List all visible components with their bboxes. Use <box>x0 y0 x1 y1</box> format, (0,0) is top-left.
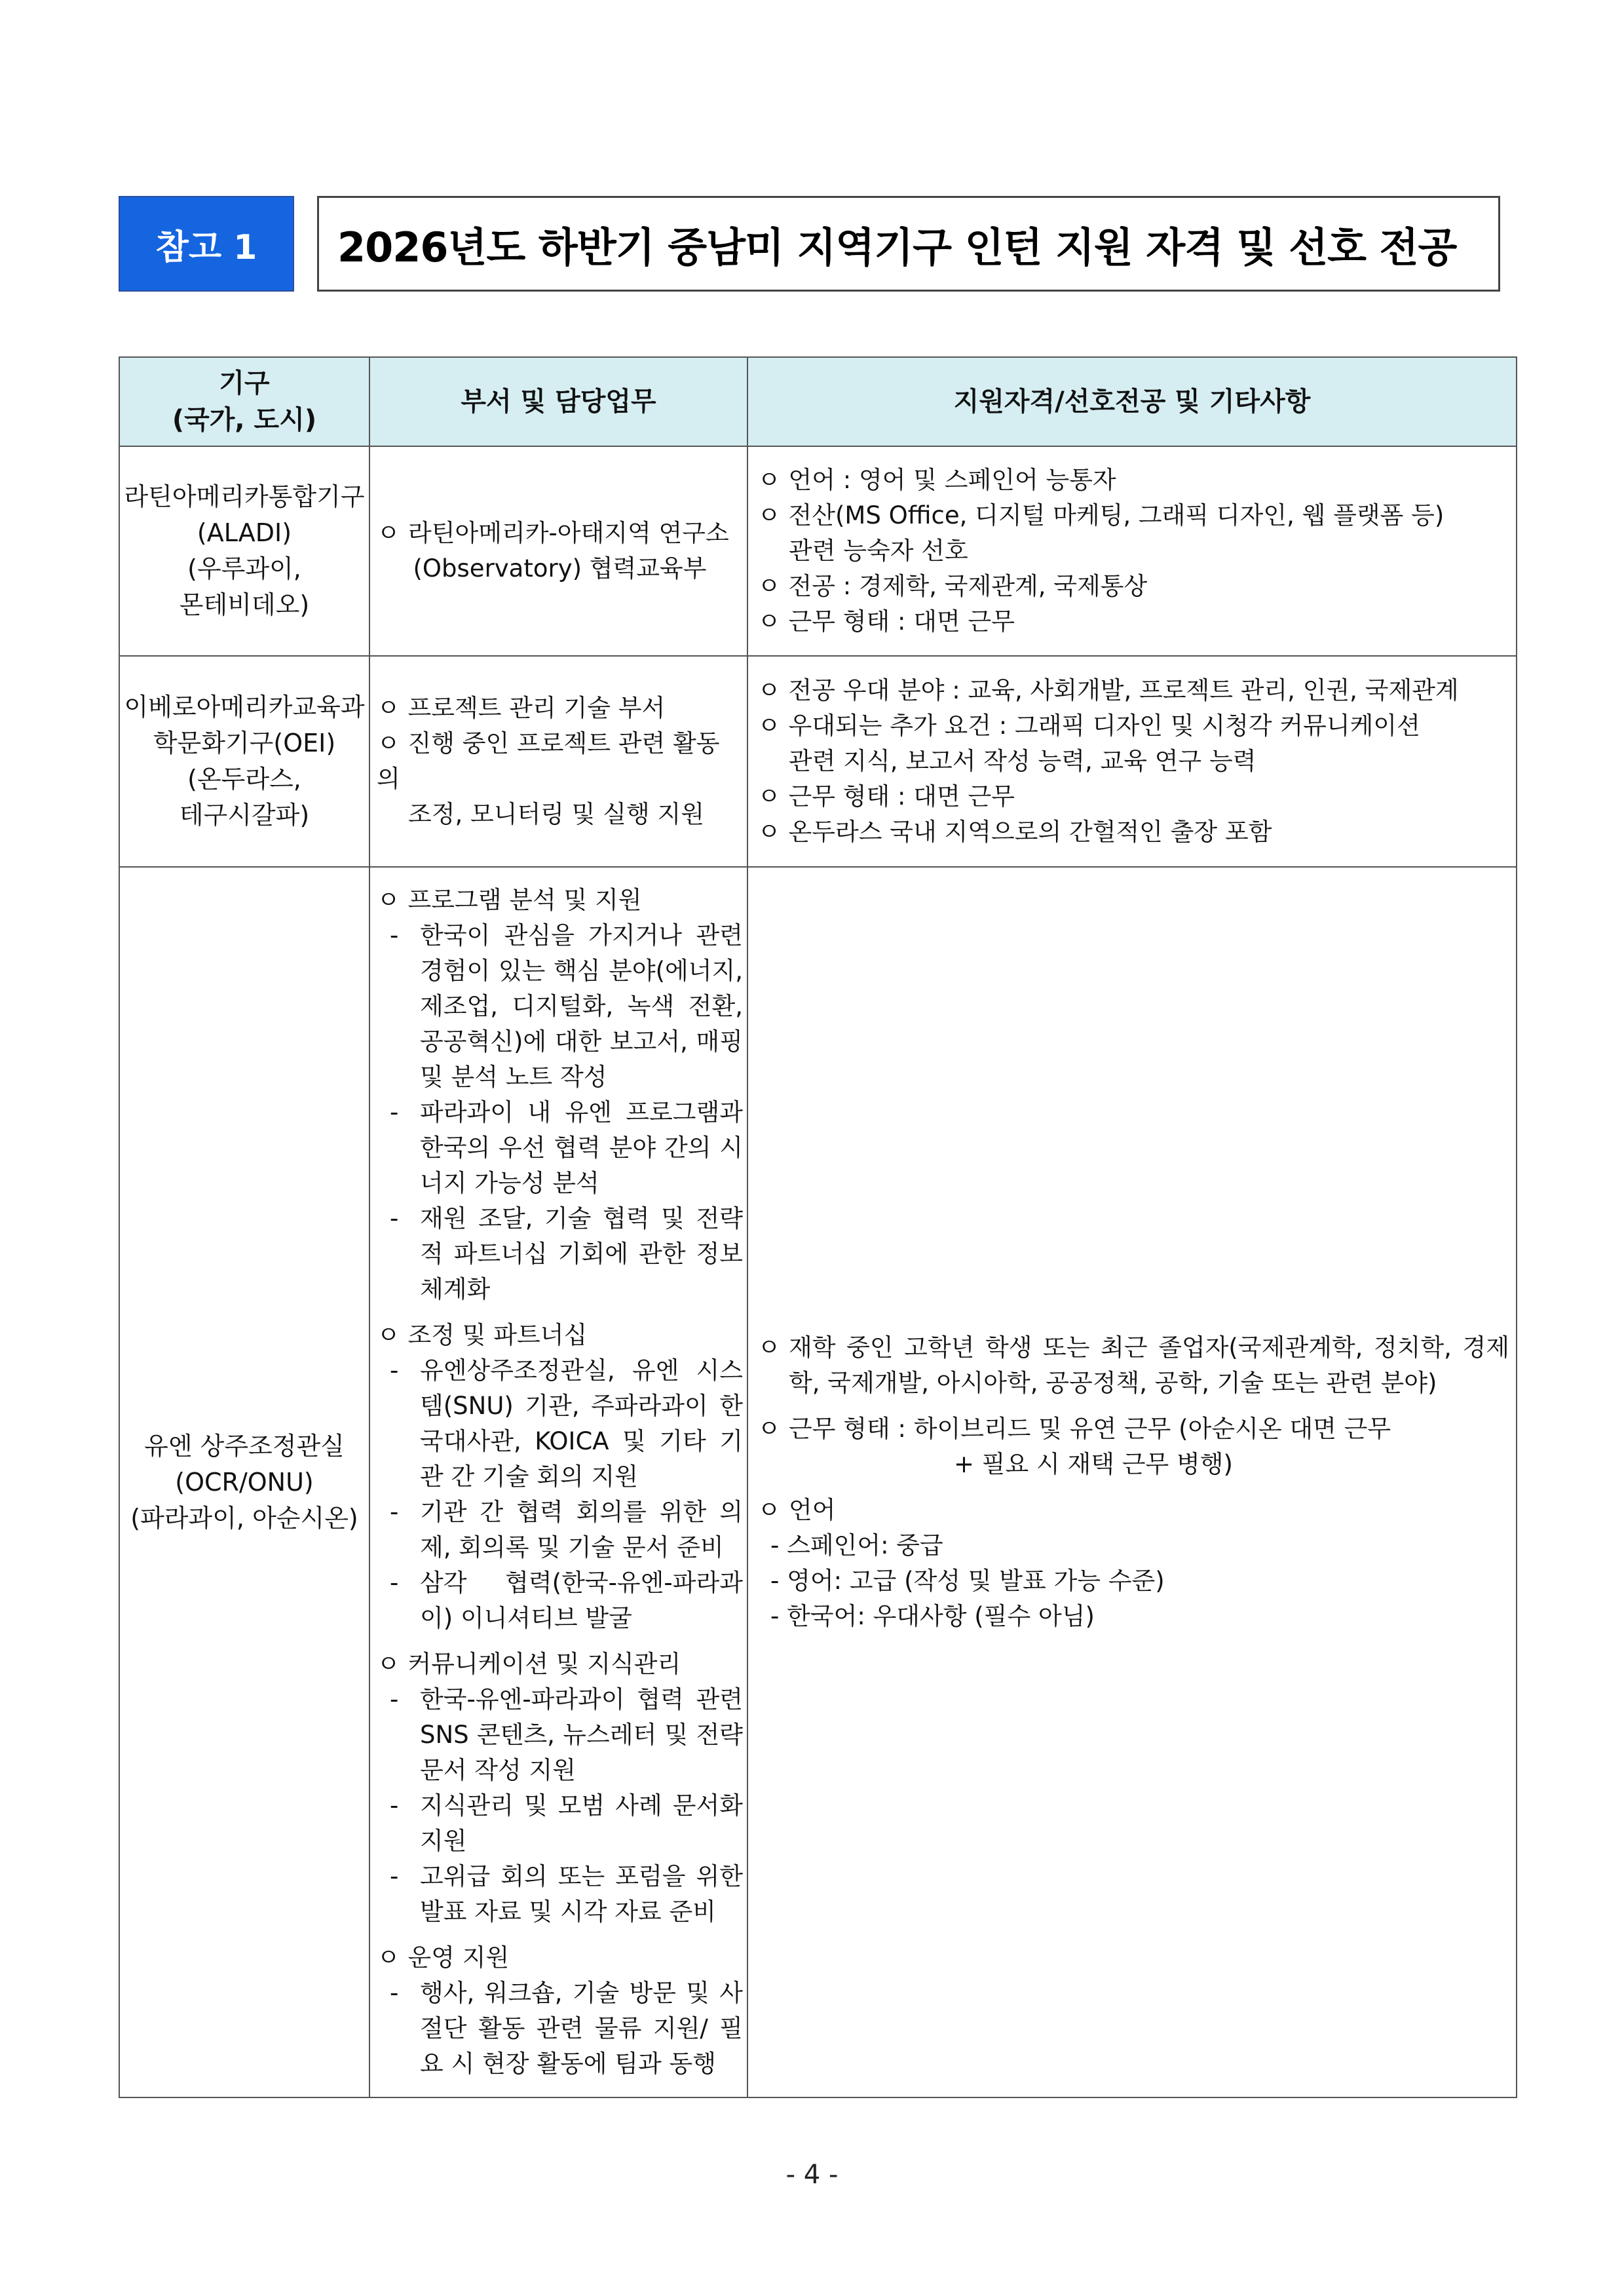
header-org: 기구 (국가, 도시) <box>119 357 369 446</box>
table-row <box>119 656 1517 867</box>
org-cell: 유엔 상주조정관실 (OCR/ONU) (파라과이, 아순시온) <box>119 867 369 2097</box>
table-header-row <box>119 357 1517 446</box>
dept-cell: ㅇ 라틴아메리카-아태지역 연구소 (Observatory) 협력교육부 <box>369 446 747 656</box>
dept-cell <box>369 867 747 2097</box>
dept-section: ㅇ 프로그램 분석 및 지원 - 한국이 관심을 가지거나 관련 경험이 있는 핵심 분야(에너지, 제조업, 디지털화, 녹색 전환, 공공혁신)에 대한 보고서, 매핑 및 분석 노트 작성 - 파라과이 내 유엔 프로그램과 한국의 우선 협력 분야 간의 시너지 가능성 분석 - 재원 조달, 기술 협력 및 전략적 파트너십 기회에 관한 정보 체계화 <box>377 886 743 1303</box>
header-dept: 부서 및 담당업무 <box>369 357 747 446</box>
org-cell: 이베로아메리카교육과 학문화기구(OEI) (온두라스, 테구시갈파) <box>119 656 369 867</box>
qual-cell: ㅇ 재학 중인 고학년 학생 또는 최근 졸업자(국제관계학, 정치학, 경제학, 국제개발, 아시아학, 공공정책, 공학, 기술 또는 관련 분야) ㅇ 근무 형태 : 하이브리드 및 유연 근무 (아순시온 대면 근무 + 필요 시 재택 근무 병행) ㅇ 언어 - 스페인어: 중급 - 영어: 고급 (작성 및 발표 가능 수준) - 한국어: 우대사항 (필수 아님) <box>747 867 1517 2097</box>
page-number: - 4 - <box>785 2160 839 2190</box>
dept-section: ㅇ 커뮤니케이션 및 지식관리 - 한국-유엔-파라과이 협력 관련 SNS 콘텐츠, 뉴스레터 및 전략 문서 작성 지원 - 지식관리 및 모범 사례 문서화 지원 - 고위급 회의 또는 포럼을 위한 발표 자료 및 시각 자료 준비 <box>377 1650 743 1926</box>
table-row <box>119 446 1517 656</box>
table-row <box>119 867 1517 2097</box>
page-title: 2026년도 하반기 중남미 지역기구 인턴 지원 자격 및 선호 전공 <box>317 196 1500 292</box>
org-cell: 라틴아메리카통합기구 (ALADI) (우루과이, 몬테비데오) <box>119 446 369 656</box>
internship-table <box>119 356 1517 2098</box>
qual-cell: ㅇ 언어 : 영어 및 스페인어 능통자 ㅇ 전산(MS Office, 디지털 마케팅, 그래픽 디자인, 웹 플랫폼 등) 관련 능숙자 선호 ㅇ 전공 : 경제학, 국제관계, 국제통상 ㅇ 근무 형태 : 대면 근무 <box>747 446 1517 656</box>
reference-badge: 참고 1 <box>119 196 294 292</box>
dept-section: ㅇ 조정 및 파트너십 - 유엔상주조정관실, 유엔 시스템(SNU) 기관, 주파라과이 한국대사관, KOICA 및 기타 기관 간 기술 회의 지원 - 기관 간 협력 회의를 위한 의제, 회의록 및 기술 문서 준비 - 삼각 협력(한국-유엔-파라과이) 이니셔티브 발굴 <box>377 1321 743 1632</box>
dept-section: ㅇ 운영 지원 - 행사, 워크숍, 기술 방문 및 사절단 활동 관련 물류 지원/ 필요 시 현장 활동에 팀과 동행 <box>377 1943 743 2078</box>
qual-cell: ㅇ 전공 우대 분야 : 교육, 사회개발, 프로젝트 관리, 인권, 국제관계 ㅇ 우대되는 추가 요건 : 그래픽 디자인 및 시청각 커뮤니케이션 관련 지식, 보고서 작성 능력, 교육 연구 능력 ㅇ 근무 형태 : 대면 근무 ㅇ 온두라스 국내 지역으로의 간헐적인 출장 포함 <box>747 656 1517 867</box>
dept-cell: ㅇ 프로젝트 관리 기술 부서 ㅇ 진행 중인 프로젝트 관련 활동의 조정, 모니터링 및 실행 지원 <box>369 656 747 867</box>
header-qual: 지원자격/선호전공 및 기타사항 <box>747 357 1517 446</box>
